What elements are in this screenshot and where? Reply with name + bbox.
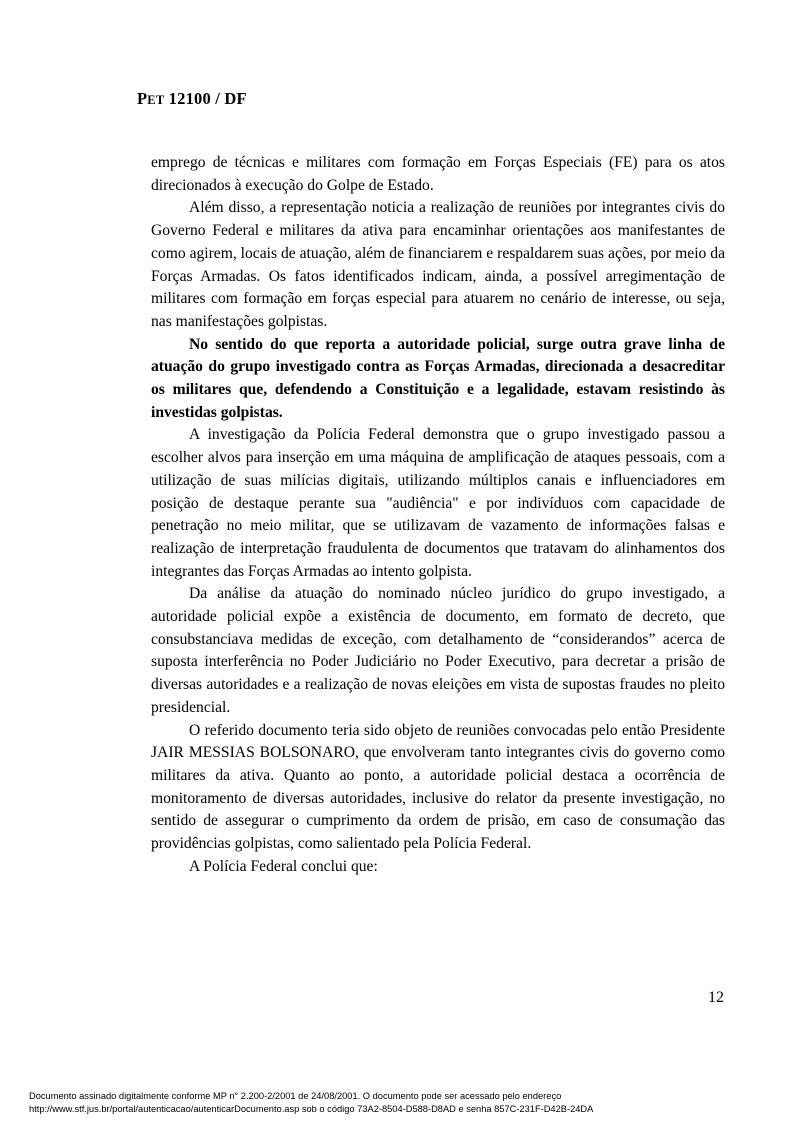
- paragraph: Além disso, a representação noticia a realização de reuniões por integrantes civis do Governo Federal e militares da ativa para encaminhar orientações aos manifestantes de como agirem, locais de atuação, além de financiarem e respaldarem suas ações, por meio da Forças Armadas. Os fatos identificados indicam, ainda, a possível arregimentação de militares com formação em forças especial para atuarem no cenário de interesse, ou seja, nas manifestações golpistas.: [151, 199, 725, 330]
- digital-signature-footer: [29, 1090, 789, 1115]
- page-number: 12: [708, 989, 724, 1006]
- footer-line-1: Documento assinado digitalmente conforme MP n° 2.200-2/2001 de 24/08/2001. O documento pode ser acessado pelo endereço: [29, 1091, 562, 1101]
- paragraph: A investigação da Polícia Federal demonstra que o grupo investigado passou a escolher alvos para inserção em uma máquina de amplificação de ataques pessoais, com a utilização de suas milícias digitais, utilizando múltiplos canais e influenciadores em posição de destaque perante sua "audiência" e por indivíduos com capacidade de penetração no meio militar, que se utilizavam de vazamento de informações falsas e realização de interpretação fraudulenta de documentos que tratavam do alinhamentos dos integrantes das Forças Armadas ao intento golpista.: [151, 426, 725, 580]
- footer-line-2: http://www.stf.jus.br/portal/autenticacao/autenticarDocumento.asp sob o código 73A2-8504-D588-D8AD e senha 857C-231F-D42B-24DA: [29, 1103, 594, 1114]
- case-header: [137, 89, 247, 109]
- paragraph: Da análise da atuação do nominado núcleo jurídico do grupo investigado, a autoridade policial expõe a existência de documento, em formato de decreto, que consubstanciava medidas de exceção, com detalhamento de “considerandos” acerca de suposta interferência no Poder Judiciário no Poder Executivo, para decretar a prisão de diversas autoridades e a realização de novas eleições em vista de supostas fraudes no pleito presidencial.: [151, 585, 725, 716]
- case-header-prefix: P: [137, 89, 148, 108]
- paragraph-emphasis: No sentido do que reporta a autoridade policial, surge outra grave linha de atuação do grupo investigado contra as Forças Armadas, direcionada a desacreditar os militares que, defendendo a Constituição e a legalidade, estavam resistindo às investidas golpistas.: [151, 335, 725, 421]
- document-body: [151, 152, 725, 879]
- case-header-rest: 12100 / DF: [164, 89, 247, 108]
- paragraph: A Polícia Federal conclui que:: [189, 857, 378, 875]
- paragraph: O referido documento teria sido objeto de reuniões convocadas pelo então Presidente JAIR MESSIAS BOLSONARO, que envolveram tanto integrantes civis do governo como militares da ativa. Quanto ao ponto, a autoridade policial destaca a ocorrência de monitoramento de diversas autoridades, inclusive do relator da presente investigação, no sentido de assegurar o cumprimento da ordem de prisão, em caso de consumação das providências golpistas, como salientado pela Polícia Federal.: [151, 721, 725, 853]
- case-header-prefix-small: ET: [147, 93, 165, 107]
- paragraph-continuation: emprego de técnicas e militares com formação em Forças Especiais (FE) para os atos direcionados à execução do Golpe de Estado.: [151, 154, 725, 194]
